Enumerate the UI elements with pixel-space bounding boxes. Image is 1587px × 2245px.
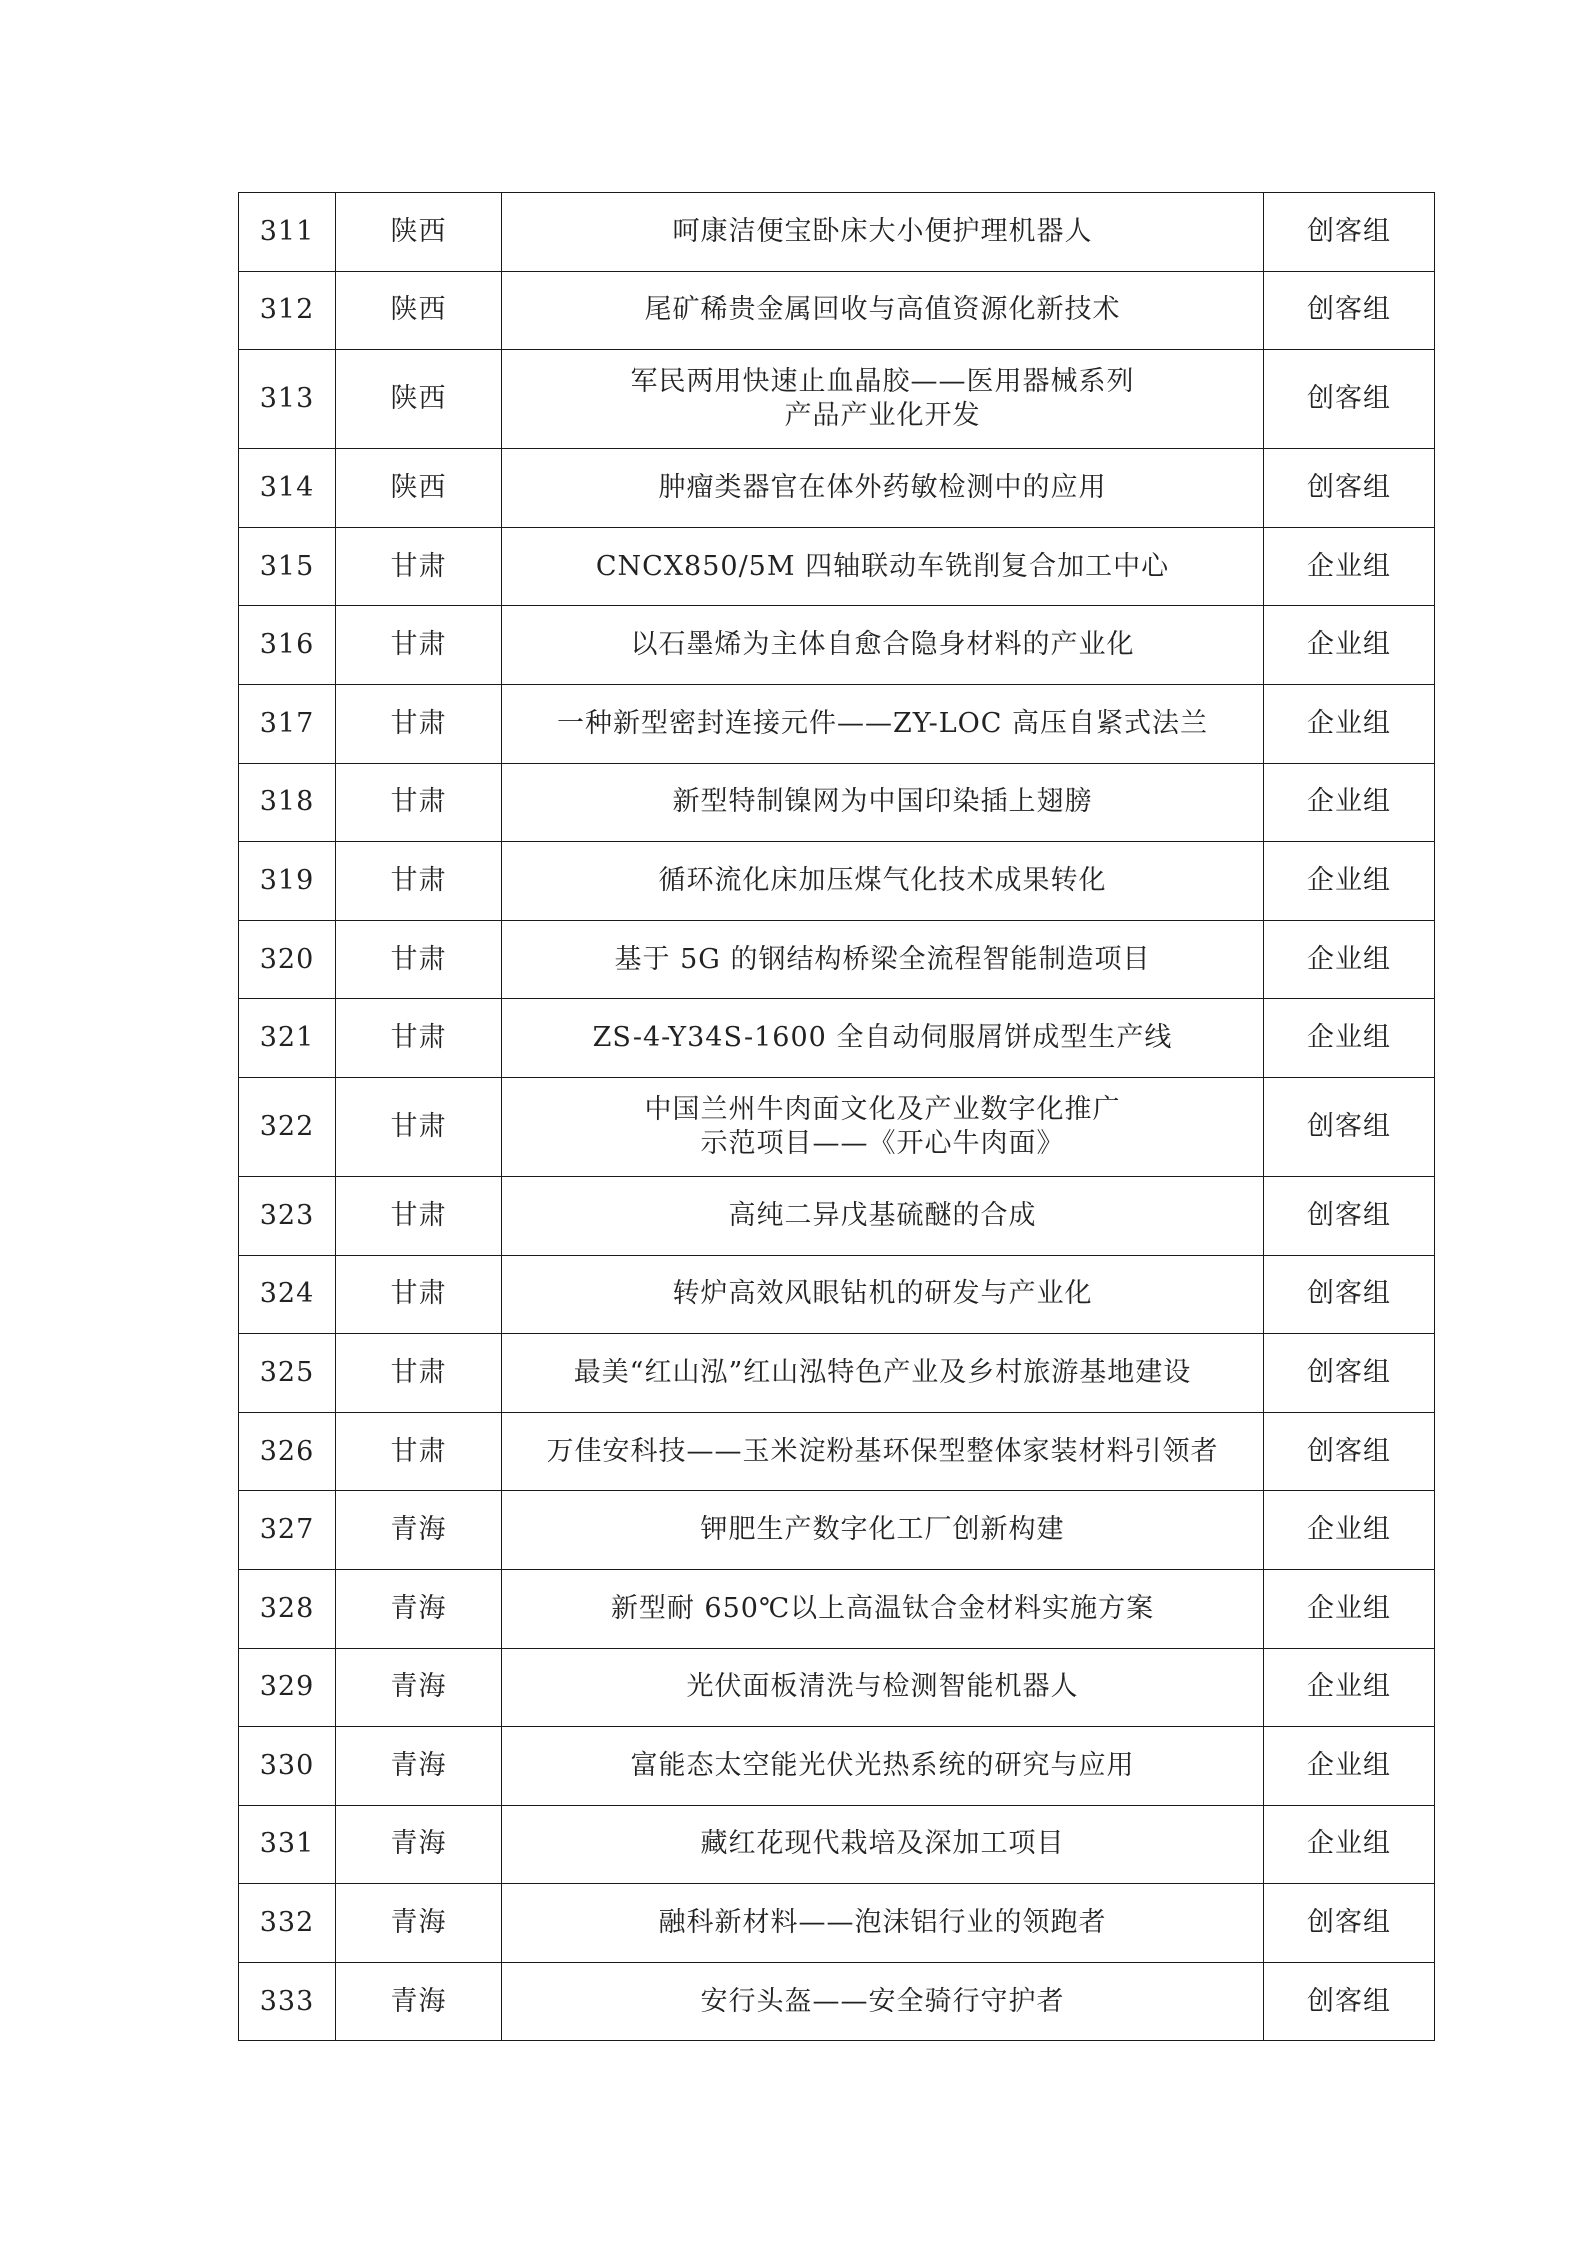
cell-project-name [502, 606, 1264, 685]
cell-province: 青海 [336, 1648, 502, 1727]
cell-province: 甘肃 [336, 1255, 502, 1334]
table-row [239, 1805, 1435, 1884]
table-row [239, 271, 1435, 350]
cell-number: 311 [239, 193, 336, 272]
cell-province: 青海 [336, 1569, 502, 1648]
cell-number: 320 [239, 920, 336, 999]
cell-project-name [502, 1334, 1264, 1413]
cell-province: 甘肃 [336, 1412, 502, 1491]
cell-project-name [502, 1569, 1264, 1648]
cell-province: 青海 [336, 1727, 502, 1806]
cell-group: 创客组 [1264, 271, 1435, 350]
cell-province: 青海 [336, 1962, 502, 2041]
cell-number: 312 [239, 271, 336, 350]
cell-number: 321 [239, 999, 336, 1078]
cell-group: 企业组 [1264, 1648, 1435, 1727]
cell-project-name [502, 1884, 1264, 1963]
cell-number: 322 [239, 1077, 336, 1176]
project-name-line: 钾肥生产数字化工厂创新构建 [700, 1514, 1065, 1546]
table-row [239, 999, 1435, 1078]
cell-number: 331 [239, 1805, 336, 1884]
cell-province: 青海 [336, 1884, 502, 1963]
cell-project-name [502, 271, 1264, 350]
cell-project-name [502, 527, 1264, 606]
table-row [239, 1727, 1435, 1806]
cell-number: 328 [239, 1569, 336, 1648]
cell-province: 甘肃 [336, 999, 502, 1078]
cell-province: 陕西 [336, 350, 502, 449]
cell-number: 326 [239, 1412, 336, 1491]
cell-project-name [502, 1077, 1264, 1176]
project-name-line: 安行头盔——安全骑行守护者 [700, 1985, 1065, 2017]
table-row [239, 350, 1435, 449]
cell-group: 创客组 [1264, 1077, 1435, 1176]
cell-province: 陕西 [336, 449, 502, 528]
project-name-line: 转炉高效风眼钻机的研发与产业化 [672, 1278, 1093, 1310]
cell-number: 323 [239, 1176, 336, 1255]
table-row [239, 606, 1435, 685]
table-row [239, 684, 1435, 763]
cell-project-name [502, 1412, 1264, 1491]
cell-number: 317 [239, 684, 336, 763]
project-name-line: 融科新材料——泡沫铝行业的领跑者 [658, 1907, 1107, 1939]
cell-province: 甘肃 [336, 1334, 502, 1413]
cell-province: 陕西 [336, 271, 502, 350]
cell-group: 企业组 [1264, 842, 1435, 921]
project-name-line: 产品产业化开发 [784, 400, 981, 432]
table-row [239, 1491, 1435, 1570]
table-row [239, 1334, 1435, 1413]
table-row [239, 920, 1435, 999]
cell-project-name [502, 193, 1264, 272]
project-name-line: 光伏面板清洗与检测智能机器人 [686, 1671, 1079, 1703]
cell-project-name [502, 1962, 1264, 2041]
cell-group: 企业组 [1264, 684, 1435, 763]
cell-project-name [502, 842, 1264, 921]
project-name-line: 循环流化床加压煤气化技术成果转化 [658, 864, 1107, 896]
cell-group: 创客组 [1264, 449, 1435, 528]
cell-number: 327 [239, 1491, 336, 1570]
cell-group: 创客组 [1264, 1962, 1435, 2041]
cell-project-name [502, 1176, 1264, 1255]
project-name-line: 一种新型密封连接元件——ZY-LOC 高压自紧式法兰 [556, 707, 1209, 739]
cell-number: 315 [239, 527, 336, 606]
cell-group: 企业组 [1264, 763, 1435, 842]
cell-group: 创客组 [1264, 1255, 1435, 1334]
project-name-line: 肿瘤类器官在体外药敏检测中的应用 [658, 471, 1107, 503]
cell-project-name [502, 350, 1264, 449]
cell-project-name [502, 920, 1264, 999]
project-name-line: 新型特制镍网为中国印染插上翅膀 [672, 786, 1093, 818]
project-name-line: 军民两用快速止血晶胶——医用器械系列 [630, 366, 1135, 398]
project-name-line: 最美“红山泓”红山泓特色产业及乡村旅游基地建设 [573, 1356, 1192, 1388]
cell-project-name [502, 684, 1264, 763]
table-row [239, 763, 1435, 842]
cell-province: 甘肃 [336, 920, 502, 999]
table-row [239, 1648, 1435, 1727]
cell-number: 316 [239, 606, 336, 685]
cell-province: 甘肃 [336, 842, 502, 921]
table-row [239, 1077, 1435, 1176]
project-name-line: 藏红花现代栽培及深加工项目 [700, 1828, 1065, 1860]
cell-province: 甘肃 [336, 1176, 502, 1255]
project-name-line: 高纯二异戊基硫醚的合成 [728, 1199, 1037, 1231]
cell-project-name [502, 1648, 1264, 1727]
cell-group: 企业组 [1264, 920, 1435, 999]
table-row [239, 193, 1435, 272]
cell-group: 企业组 [1264, 1491, 1435, 1570]
cell-province: 青海 [336, 1805, 502, 1884]
table-row [239, 1884, 1435, 1963]
cell-number: 332 [239, 1884, 336, 1963]
project-table [238, 192, 1435, 2041]
cell-project-name [502, 1491, 1264, 1570]
table-row [239, 449, 1435, 528]
cell-province: 陕西 [336, 193, 502, 272]
cell-group: 企业组 [1264, 527, 1435, 606]
project-name-line: 中国兰州牛肉面文化及产业数字化推广 [644, 1093, 1121, 1125]
project-name-line: ZS-4-Y34S-1600 全自动伺服屑饼成型生产线 [592, 1022, 1173, 1054]
cell-group: 创客组 [1264, 1176, 1435, 1255]
cell-province: 甘肃 [336, 1077, 502, 1176]
project-name-line: 示范项目——《开心牛肉面》 [700, 1127, 1065, 1159]
table-row [239, 1569, 1435, 1648]
project-name-line: 万佳安科技——玉米淀粉基环保型整体家装材料引领者 [546, 1435, 1219, 1467]
table-row [239, 1176, 1435, 1255]
cell-province: 甘肃 [336, 763, 502, 842]
cell-group: 创客组 [1264, 1334, 1435, 1413]
cell-group: 创客组 [1264, 1884, 1435, 1963]
table-row [239, 842, 1435, 921]
table-row [239, 1255, 1435, 1334]
cell-project-name [502, 1805, 1264, 1884]
cell-province: 青海 [336, 1491, 502, 1570]
project-name-line: 呵康洁便宝卧床大小便护理机器人 [672, 215, 1093, 247]
cell-project-name [502, 763, 1264, 842]
cell-number: 325 [239, 1334, 336, 1413]
cell-province: 甘肃 [336, 684, 502, 763]
project-name-line: 以石墨烯为主体自愈合隐身材料的产业化 [630, 629, 1135, 661]
cell-number: 313 [239, 350, 336, 449]
cell-group: 创客组 [1264, 193, 1435, 272]
table-row [239, 1412, 1435, 1491]
cell-group: 企业组 [1264, 1805, 1435, 1884]
cell-number: 329 [239, 1648, 336, 1727]
cell-group: 企业组 [1264, 1727, 1435, 1806]
project-table-body [239, 193, 1435, 2041]
cell-number: 330 [239, 1727, 336, 1806]
cell-project-name [502, 1255, 1264, 1334]
cell-number: 318 [239, 763, 336, 842]
cell-province: 甘肃 [336, 527, 502, 606]
cell-project-name [502, 449, 1264, 528]
project-name-line: 尾矿稀贵金属回收与高值资源化新技术 [644, 294, 1121, 326]
cell-province: 甘肃 [336, 606, 502, 685]
cell-group: 企业组 [1264, 1569, 1435, 1648]
cell-number: 314 [239, 449, 336, 528]
cell-number: 324 [239, 1255, 336, 1334]
cell-group: 企业组 [1264, 999, 1435, 1078]
project-name-line: CNCX850/5M 四轴联动车铣削复合加工中心 [595, 550, 1170, 582]
cell-project-name [502, 999, 1264, 1078]
cell-group: 创客组 [1264, 350, 1435, 449]
cell-number: 319 [239, 842, 336, 921]
project-name-line: 基于 5G 的钢结构桥梁全流程智能制造项目 [614, 943, 1151, 975]
cell-project-name [502, 1727, 1264, 1806]
table-row [239, 527, 1435, 606]
table-row [239, 1962, 1435, 2041]
cell-group: 企业组 [1264, 606, 1435, 685]
project-name-line: 富能态太空能光伏光热系统的研究与应用 [630, 1749, 1135, 1781]
cell-number: 333 [239, 1962, 336, 2041]
project-name-line: 新型耐 650℃以上高温钛合金材料实施方案 [610, 1592, 1155, 1624]
cell-group: 创客组 [1264, 1412, 1435, 1491]
